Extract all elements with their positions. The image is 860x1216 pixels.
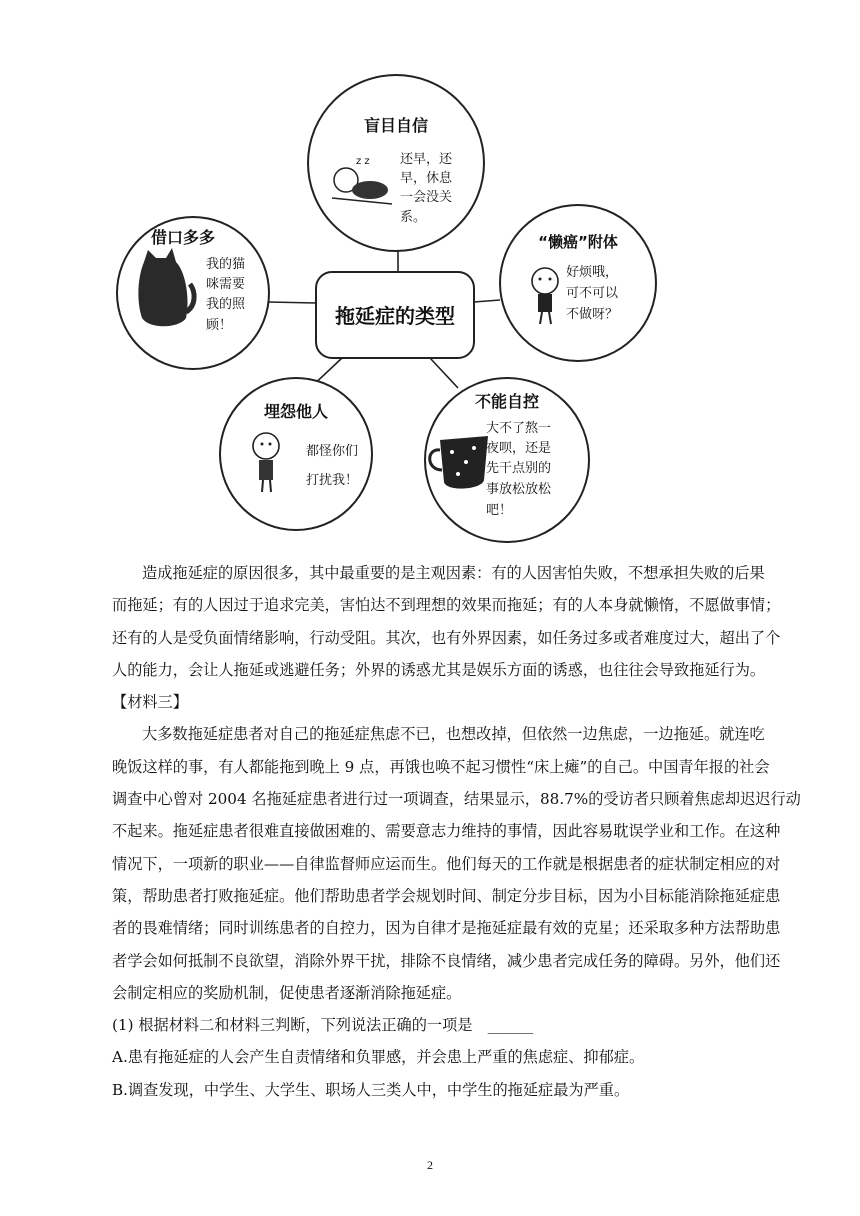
- type-blame-others: [220, 378, 372, 530]
- type-no-self-control: [425, 378, 589, 542]
- speech-line: 早，休息: [400, 171, 453, 186]
- text-line: 晚饭这样的事，有人都能拖到晚上 9 点，再饿也唤不起习惯性“床上瘫”的自己。中国青年报的社会: [112, 757, 770, 776]
- speech-line: 吧！: [486, 503, 513, 518]
- text-line: 策，帮助患者打败拖延症。他们帮助患者学会规划时间、制定分步目标，因为小目标能消除拖延症患: [112, 886, 781, 905]
- speech-line: 一会没关: [400, 190, 453, 205]
- type-blind-confidence: [308, 75, 484, 251]
- speech-line: 还早，还: [400, 152, 453, 167]
- type-lazy: [500, 205, 656, 361]
- option-b: B.调查发现，中学生、大学生、职场人三类人中，中学生的拖延症最为严重。: [112, 1080, 630, 1099]
- speech-line: 先干点别的: [486, 461, 552, 476]
- center-title: 拖延症的类型: [335, 304, 455, 328]
- paragraph-causes: [112, 557, 781, 686]
- procrastination-types-diagram: [0, 0, 860, 550]
- text-line: 者的畏难情绪；同时训练患者的自控力，因为自律才是拖延症最有效的克星；还采取多种方法帮助患: [112, 919, 781, 938]
- text-line: 调查中心曾对 2004 名拖延症患者进行过一项调查，结果显示，88.7%的受访者只顾着焦虑却迟迟行动: [112, 790, 801, 809]
- speech-line: 咪需要: [206, 277, 246, 292]
- speech-line: 不做呀？: [566, 307, 619, 322]
- text-line: 而拖延；有的人因过于追求完美，害怕达不到理想的效果而拖延；有的人本身就懒惰，不愿做事情；: [112, 596, 781, 615]
- material-3-heading: 【材料三】: [112, 693, 188, 712]
- speech-line: 打扰我！: [306, 473, 359, 488]
- speech-line: 事放松放松: [486, 482, 552, 497]
- svg-text:z z: z z: [356, 156, 370, 167]
- question-1: (1) 根据材料二和材料三判断，下列说法正确的一项是 ______: [112, 1016, 534, 1035]
- type-title: 借口多多: [150, 228, 216, 247]
- option-a: A.患有拖延症的人会产生自责情绪和负罪感，并会患上严重的焦虑症、抑郁症。: [112, 1048, 645, 1067]
- speech-line: 顾！: [206, 318, 233, 333]
- text-line: 大多数拖延症患者对自己的拖延症焦虑不已，也想改掉，但依然一边焦虑，一边拖延。就连吃: [142, 725, 765, 744]
- type-title: 不能自控: [474, 392, 540, 411]
- page-number: 2: [427, 1158, 433, 1172]
- text-line: 会制定相应的奖励机制，促使患者逐渐消除拖延症。: [112, 983, 462, 1002]
- text-line: 者学会如何抵制不良欲望，消除外界干扰，排除不良情绪，减少患者完成任务的障碍。另外，他们还: [112, 951, 781, 970]
- type-title: 盲目自信: [363, 116, 429, 135]
- text-line: 造成拖延症的原因很多，其中最重要的是主观因素：有的人因害怕失败，不想承担失败的后果: [142, 564, 765, 582]
- speech-line: 我的猫: [206, 257, 246, 272]
- paragraph-material-3: [112, 718, 801, 1009]
- speech-line: 可不可以: [566, 286, 619, 301]
- body-text: [112, 557, 801, 1106]
- type-many-excuses: [117, 217, 269, 369]
- speech-line: 系。: [400, 210, 427, 225]
- text-line: 情况下，一项新的职业——自律监督师应运而生。他们每天的工作就是根据患者的症状制定相应的对: [112, 854, 781, 873]
- text-line: 人的能力，会让人拖延或逃避任务；外界的诱惑尤其是娱乐方面的诱惑，也往往会导致拖延行为。: [112, 660, 766, 679]
- type-title: “懒癌”附体: [538, 233, 618, 251]
- text-line: 还有的人是受负面情绪影响，行动受阻。其次，也有外界因素，如任务过多或者难度过大，超出了个: [112, 628, 781, 647]
- speech-line: 我的照: [206, 297, 246, 312]
- speech-line: 夜呗，还是: [486, 441, 552, 456]
- speech-line: 大不了熬一: [486, 421, 552, 436]
- speech-line: 都怪你们: [306, 444, 359, 459]
- speech-line: 好烦哦，: [566, 265, 619, 280]
- type-title: 埋怨他人: [263, 402, 329, 421]
- text-line: 不起来。拖延症患者很难直接做困难的、需要意志力维持的事情，因此容易耽误学业和工作。在这种: [112, 822, 781, 841]
